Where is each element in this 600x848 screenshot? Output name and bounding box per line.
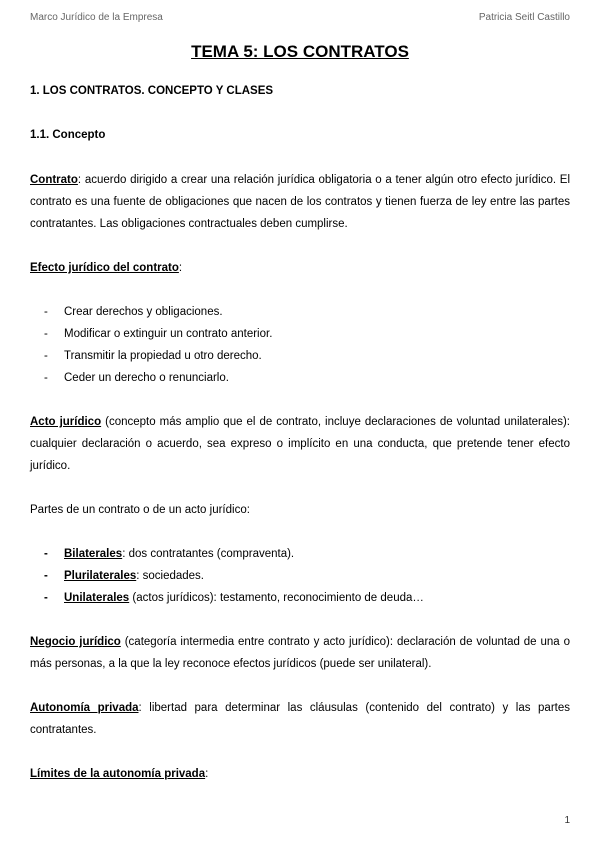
acto-paragraph: Acto jurídico (concepto más amplio que el de contrato, incluye declaraciones de voluntad unilaterales): cualquier declaración o acuerdo, sea expreso o implícito en una conducta, que pretende tener efecto jurídico. [30,416,570,472]
list-item: - Modificar o extinguir un contrato anterior. [44,328,273,340]
acto-term: Acto jurídico [30,416,102,428]
efecto-heading: Efecto jurídico del contrato: [30,262,183,274]
list-item: - Unilaterales (actos jurídicos): testamento, reconocimiento de deuda… [44,592,424,604]
efecto-term: Efecto jurídico del contrato [30,262,179,274]
running-header-right: Patricia Seitl Castillo [478,12,570,23]
partes-list [44,543,424,609]
page-title: TEMA 5: LOS CONTRATOS [191,42,409,61]
autonomia-paragraph: Autonomía privada: libertad para determinar las cláusulas (contenido del contrato) y las partes contratantes. [30,702,570,736]
autonomia-term: Autonomía privada [30,702,139,714]
negocio-paragraph: Negocio jurídico (categoría intermedia entre contrato y acto jurídico): declaración de voluntad de una o más personas, a la que la ley reconoce efectos jurídicos (puede ser unilateral). [30,636,570,670]
list-item: - Plurilaterales: sociedades. [44,570,204,582]
page-number: 1 [564,815,570,826]
limites-term: Límites de la autonomía privada [30,768,206,780]
negocio-term: Negocio jurídico [30,636,121,648]
partes-intro: Partes de un contrato o de un acto jurídico: [30,504,250,516]
list-item: - Crear derechos y obligaciones. [44,306,223,318]
contrato-paragraph [30,169,570,235]
contrato-term: Contrato [30,174,78,186]
list-item: - Transmitir la propiedad u otro derecho. [44,350,262,362]
efecto-list [44,301,272,389]
list-item: - Ceder un derecho o renunciarlo. [44,372,229,384]
section-heading: 1. LOS CONTRATOS. CONCEPTO Y CLASES [30,85,274,97]
list-item: - Bilaterales: dos contratantes (compraventa). [44,548,295,560]
running-header-left: Marco Jurídico de la Empresa [30,12,163,23]
contrato-text: : acuerdo dirigido a crear una relación jurídica obligatoria o a tener algún otro efecto jurídico. El contrato es una fuente de obligaciones que nacen de los contratos y tienen fuerza de ley entre las partes contratantes. Las obligaciones contractuales deben cumplirse. [30,174,570,230]
limites-heading: Límites de la autonomía privada: [30,768,209,780]
subsection-heading: 1.1. Concepto [30,129,106,141]
